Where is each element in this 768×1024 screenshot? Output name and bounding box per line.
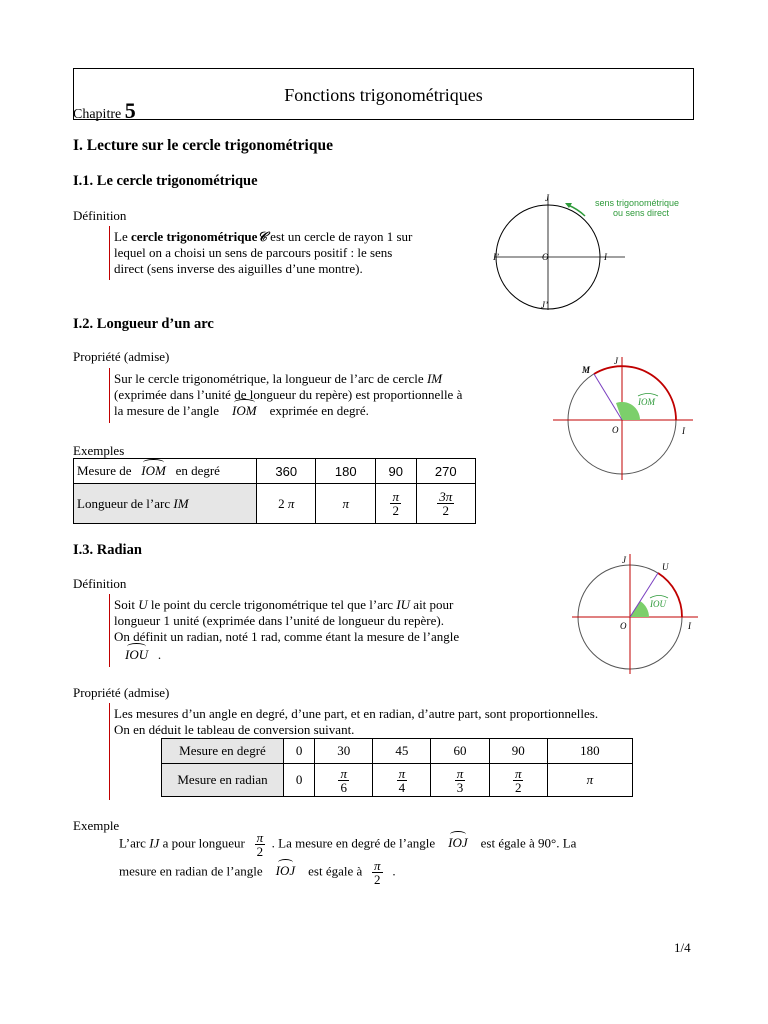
label-J: J — [614, 356, 618, 366]
direction-note-2: ou sens direct — [613, 208, 670, 218]
cell-radian: $\frac{\pi}{2}$ — [489, 764, 547, 797]
definition-bar — [109, 594, 110, 667]
cell-degree: 180 — [547, 739, 632, 764]
radian-definition: Soit U le point du cercle trigonométrique tel que l’arc IU ait pour longueur 1 unité (exprimée dans l’unité de longueur du repère). On définit un radian, noté 1 rad, comme étant la mesure de l’angle IOU . — [114, 597, 460, 662]
label-J: J — [622, 555, 626, 565]
arc-IU — [658, 573, 682, 617]
cell-radian: $\frac{\pi}{6}$ — [315, 764, 373, 797]
radius-OM — [594, 374, 622, 420]
label-U: U — [662, 562, 669, 572]
row-label-radian: Mesure en radian — [162, 764, 284, 797]
label-I-prime: I’ — [493, 252, 499, 262]
section-1-1-title: I.1. Le cercle trigonométrique — [73, 173, 258, 189]
example-label: Exemple — [73, 818, 120, 833]
trig-circle-figure — [485, 188, 710, 318]
property-bar — [109, 703, 110, 800]
cell-radian: π — [547, 764, 632, 797]
definition-bar — [109, 226, 110, 280]
chapter-number: 5 — [124, 98, 136, 123]
cell-degree: 30 — [315, 739, 373, 764]
cell-degree: 90 — [375, 459, 416, 484]
angle-arc-mark — [650, 596, 668, 599]
cell-degree: 0 — [284, 739, 315, 764]
definition-text: Le cercle trigonométrique𝒞 est un cercle de rayon 1 sur lequel on a choisi un sens de parcours positif : le sens direct (sens inverse des aiguilles d’une montre). — [114, 229, 413, 276]
fraction: $\frac{\pi}{2}$ — [374, 858, 381, 887]
radian-figure — [568, 550, 703, 675]
cell-degree: 60 — [431, 739, 489, 764]
definition-label: Définition — [73, 576, 127, 591]
angle-arc-mark — [638, 394, 658, 397]
chapter-label: Chapitre 5 — [73, 98, 136, 123]
angle-label: IOU — [650, 599, 666, 609]
row-label-length: Longueur de l’arc IM — [74, 484, 257, 524]
cell-radian: $\frac{\pi}{4}$ — [373, 764, 431, 797]
cell-length: $\frac{3\pi}{2}$ — [416, 484, 476, 524]
conversion-table — [161, 738, 633, 797]
angle-label: IOM — [638, 397, 655, 407]
property-bar — [109, 368, 110, 423]
row-label-degree: Mesure en degré — [162, 739, 284, 764]
example-line-1: L’arc IJ a pour longueur $\frac{\pi}{2}$ . La mesure en degré de l’angle IOJ est égale à 90°. La — [119, 830, 577, 859]
example-line-2: mesure en radian de l’angle IOJ est égale à $\frac{\pi}{2}$ . — [119, 858, 396, 887]
section-1-title: I. Lecture sur le cercle trigonométrique — [73, 137, 333, 154]
cell-radian: $\frac{\pi}{3}$ — [431, 764, 489, 797]
property-text: Sur le cercle trigonométrique, la longueur de l’arc de cercle IM (exprimée dans l’unité de longueur du repère) est proportionnelle à la mesure de l’angle IOM exprimée en degré. — [114, 371, 463, 418]
examples-label: Exemples — [73, 443, 125, 458]
label-I: I — [604, 252, 607, 262]
cell-length: π — [316, 484, 375, 524]
row-label-degree: Mesure de IOM en degré — [74, 459, 257, 484]
label-O: O — [612, 425, 619, 435]
cell-length: $\frac{\pi}{2}$ — [375, 484, 416, 524]
page-title: Fonctions trigonométriques — [284, 85, 483, 105]
direction-note-1: sens trigonométrique — [595, 198, 680, 208]
label-O: O — [542, 252, 549, 262]
label-J: J — [545, 193, 549, 203]
arc-length-figure — [548, 352, 698, 482]
section-1-2-title: I.2. Longueur d’un arc — [73, 316, 214, 332]
cell-degree: 90 — [489, 739, 547, 764]
definition-label: Définition — [73, 208, 127, 223]
label-I: I — [682, 426, 685, 436]
cell-length: 2 π — [257, 484, 316, 524]
chapter-underline — [150, 119, 694, 120]
label-I: I — [688, 621, 691, 631]
section-1-3-title: I.3. Radian — [73, 542, 142, 558]
arc-length-table — [73, 458, 476, 524]
property-label: Propriété (admise) — [73, 349, 170, 364]
cell-degree: 180 — [316, 459, 375, 484]
fraction: $\frac{\pi}{2}$ — [256, 830, 264, 859]
label-M: M — [582, 365, 591, 375]
angle-sector — [616, 402, 640, 420]
angle-sector — [630, 601, 649, 617]
cell-radian: 0 — [284, 764, 315, 797]
cell-degree: 270 — [416, 459, 476, 484]
label-O: O — [620, 621, 627, 631]
label-J-prime: J’ — [541, 300, 548, 310]
conversion-property: Les mesures d’un angle en degré, d’une part, et en radian, d’autre part, sont proportionnelles. On en déduit le tableau de conversion suivant. — [114, 706, 599, 737]
cell-degree: 45 — [373, 739, 431, 764]
property-label: Propriété (admise) — [73, 685, 170, 700]
cell-degree: 360 — [257, 459, 316, 484]
page-number: 1/4 — [674, 940, 691, 955]
